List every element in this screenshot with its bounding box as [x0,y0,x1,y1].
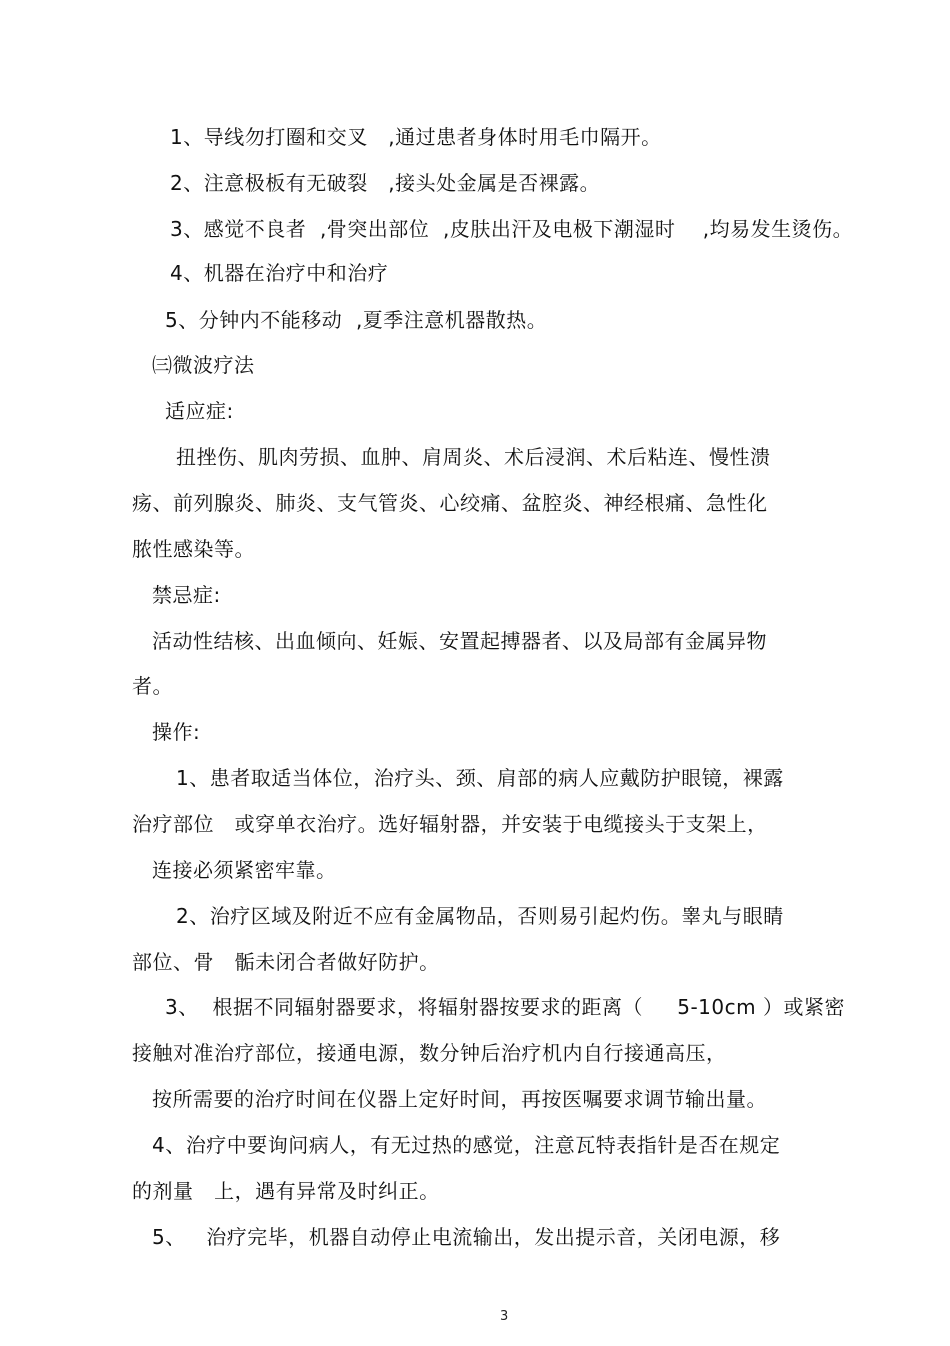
text-line: 部位、骨 骺未闭合者做好防护。 [132,950,440,974]
text-line: 疡、前列腺炎、肺炎、支气管炎、心绞痛、盆腔炎、神经根痛、急性化 [132,491,768,515]
text-line: 连接必须紧密牢靠。 [152,858,337,882]
text-line: 3、感觉不良者 ,骨突出部位 ,皮肤出汗及电极下潮湿时 ,均易发生烫伤。 [170,217,854,241]
page-number: 3 [500,1309,509,1324]
text-line: 2、治疗区域及附近不应有金属物品，否则易引起灼伤。睾丸与眼睛 [176,904,784,928]
text-line: 4、机器在治疗中和治疗 [170,261,389,285]
text-line: 扭挫伤、肌肉劳损、血肿、肩周炎、术后浸润、术后粘连、慢性溃 [176,445,771,469]
text-line: 4、治疗中要询问病人，有无过热的感觉，注意瓦特表指针是否在规定 [152,1133,781,1157]
subheading: 适应症: [165,399,234,423]
text-line: 脓性感染等。 [132,537,255,561]
section-heading: ㈢微波疗法 [152,353,255,377]
text-line: 的剂量 上，遇有异常及时纠正。 [132,1179,440,1203]
text-line: 接触对准治疗部位，接通电源，数分钟后治疗机内自行接通高压， [132,1041,727,1065]
text-line: 活动性结核、出血倾向、妊娠、安置起搏器者、以及局部有金属异物 [152,629,767,653]
text-line: 2、注意极板有无破裂 ,接头处金属是否裸露。 [170,171,601,195]
text-line: 5、分钟内不能移动 ,夏季注意机器散热。 [165,308,548,332]
text-line: 者。 [132,674,173,698]
text-line: 治疗部位 或穿单衣治疗。选好辐射器，并安装于电缆接头于支架上， [132,812,768,836]
text-line: 3、 根据不同辐射器要求，将辐射器按要求的距离（ 5-10cm ）或紧密 [165,995,845,1019]
subheading: 禁忌症: [152,583,221,607]
text-line: 按所需要的治疗时间在仪器上定好时间，再按医嘱要求调节输出量。 [152,1087,767,1111]
text-line: 5、 治疗完毕，机器自动停止电流输出，发出提示音，关闭电源，移 [152,1225,781,1249]
subheading: 操作: [152,720,201,744]
text-line: 1、导线勿打圈和交叉 ,通过患者身体时用毛巾隔开。 [170,125,662,149]
text-line: 1、患者取适当体位，治疗头、颈、肩部的病人应戴防护眼镜，裸露 [176,766,784,790]
